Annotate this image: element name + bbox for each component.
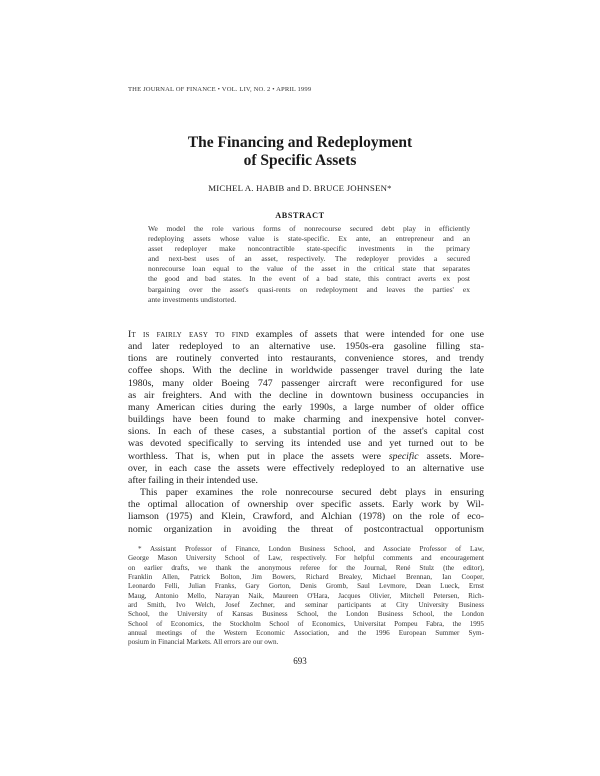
abstract-line: We model the role various forms of nonrecourse secured debt play in efficiently [148, 224, 470, 233]
body-line: liamson (1975) and Klein, Crawford, and Alchian (1978) on the role of eco- [128, 511, 484, 523]
body-line: over, in each case the assets were effectively redeployed to an alternative use [128, 462, 484, 474]
footnote-line: annual meetings of the Western Economic Association, and the 1996 European Summer Sym- [128, 629, 484, 638]
body-line-rest: examples of assets that were intended for one use [248, 329, 484, 340]
body-line: 1980s, many older Boeing 747 passenger aircraft were reconfigured for use [128, 377, 484, 389]
body-line: after failing in their intended use. [128, 474, 258, 486]
title-line: of Specific Assets [243, 152, 357, 169]
abstract-heading: ABSTRACT [275, 211, 325, 220]
body-line: tions are routinely converted into restaurants, convenience stores, and trendy [128, 353, 484, 365]
footnote-line: ard Smith, Ivo Welch, Josef Zechner, and seminar participants at City University Business [128, 601, 484, 610]
title-line: The Financing and Redeployment [187, 134, 413, 151]
abstract-line: nonrecourse loan equal to the value of the asset in the critical state that separates [148, 264, 470, 274]
abstract-line: the good and bad states. In the event of a bad state, this contract averts ex post [148, 274, 470, 284]
footnote-line: Franklin Allen, Patrick Bolton, Jim Bowers, Richard Brealey, Michael Brennan, Ian Cooper, [128, 573, 484, 582]
body-line: was devoted specifically to serving its intended use and yet turned out to be [128, 438, 484, 450]
body-line [128, 329, 484, 341]
page-number: 693 [293, 656, 307, 666]
article-title [100, 134, 500, 170]
body-line: the optimal allocation of ownership over specific assets. Early work by Wil- [128, 499, 484, 511]
lead-in-small-caps: It is fairly easy to find [128, 329, 249, 340]
running-head: THE JOURNAL OF FINANCE • VOL. LIV, NO. 2 • APRIL 1999 [128, 86, 312, 93]
body-line: coffee shops. With the decline in worldwide passenger travel during the late [128, 365, 484, 377]
footnote-line: posium in Financial Markets. All errors are our own. [128, 638, 279, 647]
body-line: many American cities during the early 1990s, a large number of older office [128, 401, 484, 413]
abstract-line: and next-best uses of an asset, respectively. The redeployer provides a secured [148, 254, 470, 264]
abstract-line: redeploying assets whose value is state-specific. Ex ante, an entrepreneur and an [148, 234, 470, 244]
body-line: buildings have been found to make charming and inexpensive hotel conver- [128, 414, 484, 426]
footnote-line: School of Economics, the Stockholm School of Economics, Universitat Pompeu Fabra, the 1995 [128, 619, 484, 628]
body-line: sions. In each of these cases, a substantial portion of the asset's capital cost [128, 426, 484, 438]
footnote-line: on earlier drafts, we thank the anonymous referee for the Journal, René Stulz (the editor), [128, 563, 484, 572]
body-line: This paper examines the role nonrecourse secured debt plays in ensuring [140, 487, 484, 499]
abstract-line: bargaining over the asset's quasi-rents on redeployment and leaves the parties' ex [148, 284, 470, 294]
abstract-line: ante investments undistorted. [148, 294, 237, 304]
body-line [128, 451, 484, 463]
footnote-line: Maug, Antonio Mello, Narayan Naik, Maureen O'Hara, Jacques Olivier, Mitchell Petersen, Rich- [128, 591, 484, 600]
body-line: and later redeployed to an alternative use. 1950s-era gasoline filling sta- [128, 341, 484, 353]
abstract-line: asset redeployer make noncontractible state-specific investments in the primary [148, 244, 470, 254]
body-text-run: assets. More- [418, 450, 484, 462]
footnote-line: George Mason University School of Law, respectively. For helpful comments and encouragement [128, 554, 484, 563]
body-line: as air freighters. And with the decline in downtown business occupancies in [128, 389, 484, 401]
abstract-body [148, 224, 470, 305]
author-line: MICHEL A. HABIB and D. BRUCE JOHNSEN* [208, 183, 392, 193]
body-text-run: worthless. That is, when put in place the assets were [128, 450, 389, 462]
footnote [128, 545, 484, 648]
footnote-line: * Assistant Professor of Finance, London Business School, and Associate Professor of Law, [138, 545, 484, 553]
footnote-line: School, the University of Kansas Business School, the London Business School, the London [128, 610, 484, 619]
footnote-line: Leonardo Felli, Julian Franks, Gary Gorton, Denis Gromb, Saul Levmore, Dean Lueck, Ernst [128, 582, 484, 591]
emphasized-word: specific [388, 450, 419, 462]
body-line: nomic organization in avoiding the threat of postcontractual opportunism [128, 523, 484, 535]
body-text [128, 329, 484, 536]
